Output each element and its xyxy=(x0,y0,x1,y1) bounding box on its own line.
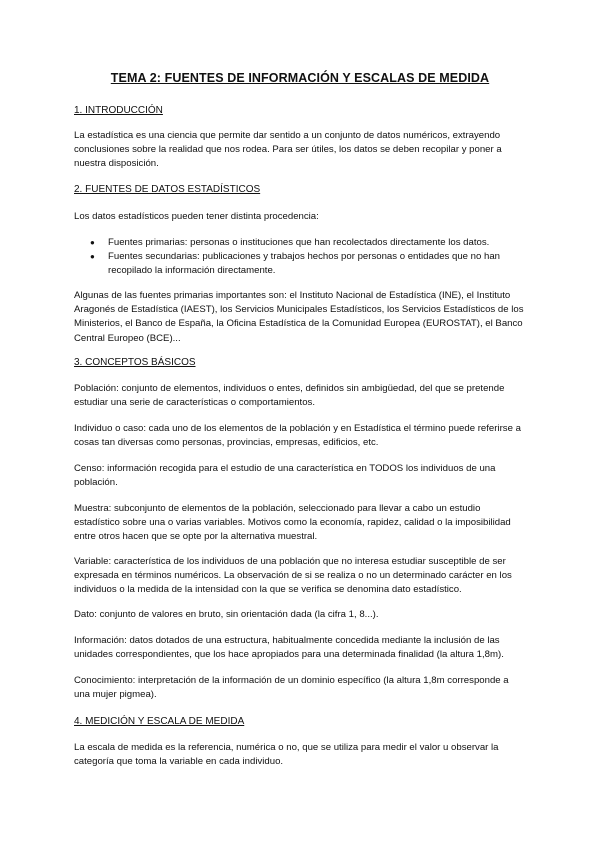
definition-dato: Dato: conjunto de valores en bruto, sin orientación dada (la cifra 1, 8...). xyxy=(74,609,379,620)
page-title: TEMA 2: FUENTES DE INFORMACIÓN Y ESCALAS DE MEDIDA xyxy=(110,71,490,85)
paragraph-procedencia: Los datos estadísticos pueden tener distinta procedencia: xyxy=(74,211,319,222)
definition-poblacion: Población: conjunto de elementos, individuos o entes, definidos sin ambigüedad, del que se pretende estudiar una serie de características o comportamientos. xyxy=(74,383,505,409)
definition-informacion: Información: datos dotados de una estructura, habitualmente concedida mediante la inclusión de las unidades correspondientes, que los hace apropiados para una determinada finalidad (la altura 1,8m). xyxy=(74,635,504,661)
sources-list xyxy=(90,236,526,279)
definition-individuo: Individuo o caso: cada uno de los elementos de la población y en Estadística el término puede referirse a cosas tan diversas como personas, provincias, empresas, edificios, etc. xyxy=(74,423,521,449)
paragraph-fuentes-primarias: Algunas de las fuentes primarias importantes son: el Instituto Nacional de Estadística (INE), el Instituto Aragonés de Estadística (IAEST), los Servicios Municipales Estadísticos, los Servicios Estadísticos de los Ministerios, el Banco de España, la Oficina Estadística de la Comunidad Europea (EUROSTAT), el Banco Central Europeo (BCE)... xyxy=(74,290,524,344)
list-item-secundarias: ● Fuentes secundarias: publicaciones y trabajos hechos por personas o entidades que no han recopilado la información directamente. xyxy=(90,250,526,278)
paragraph-escala-medida: La escala de medida es la referencia, numérica o no, que se utiliza para medir el valor u observar la categoría que toma la variable en cada individuo. xyxy=(74,742,499,768)
heading-medicion: 4. MEDICIÓN Y ESCALA DE MEDIDA xyxy=(74,716,245,727)
definition-variable: Variable: característica de los individuos de una población que no interesa estudiar susceptible de ser expresada en términos numéricos. La observación de si se realiza o no un determinado carácter en los individuos o la medida de la intensidad con la que se verifica se denomina dato estadístico. xyxy=(74,556,512,596)
heading-fuentes-datos: 2. FUENTES DE DATOS ESTADÍSTICOS xyxy=(74,184,261,195)
definition-muestra: Muestra: subconjunto de elementos de la población, seleccionado para llevar a cabo un estudio estadístico sobre una o varias variables. Motivos como la economía, rapidez, calidad o la imposibilidad entre otros hacen que se opte por la alternativa muestral. xyxy=(74,503,511,543)
definition-conocimiento: Conocimiento: interpretación de la información de un dominio específico (la altura 1,8m corresponde a una mujer pigmea). xyxy=(74,675,509,701)
heading-introduccion: 1. INTRODUCCIÓN xyxy=(74,105,163,116)
paragraph-introduccion: La estadística es una ciencia que permite dar sentido a un conjunto de datos numéricos, extrayendo conclusiones sobre la realidad que nos rodea. Para ser útiles, los datos se deben recopilar y poner a nuestra disposición. xyxy=(74,130,502,170)
heading-conceptos: 3. CONCEPTOS BÁSICOS xyxy=(74,357,196,368)
list-item-primarias: ● Fuentes primarias: personas o instituciones que han recolectados directamente los datos. xyxy=(90,236,526,250)
definition-censo: Censo: información recogida para el estudio de una característica en TODOS los individuos de una población. xyxy=(74,463,496,489)
